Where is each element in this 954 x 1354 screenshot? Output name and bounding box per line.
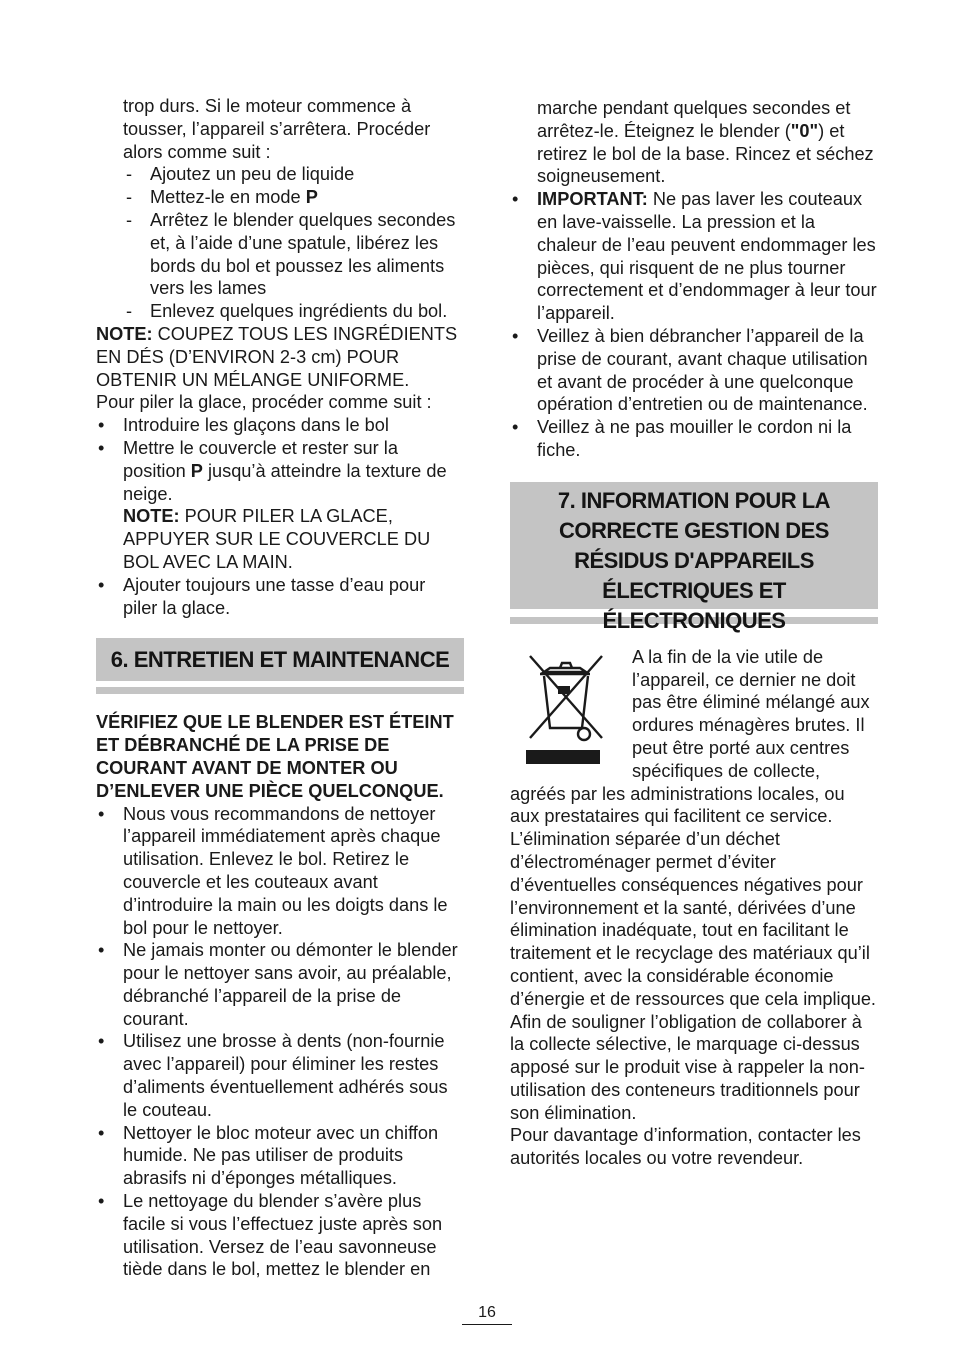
- important-note: • IMPORTANT: Ne pas laver les couteaux en lave-vaisselle. La pression et la chaleur de l’eau peuvent endommager les pièces, qui risquent de ne plus tourner correctement et d’endommager à leur tour l’appareil.: [510, 188, 878, 325]
- maintenance-item: • Ne jamais monter ou démonter le blender pour le nettoyer sans avoir, au préalable, débranché l’appareil de la prise de courant.: [96, 939, 464, 1030]
- ice-bullet: • Mettre le couvercle et rester sur la position P jusqu’à atteindre la texture de neige.: [96, 437, 464, 505]
- section-7-heading: 7. INFORMATION POUR LA CORRECTE GESTION DES RÉSIDUS D'APPAREILS ÉLECTRIQUES ET ÉLECTRONIQUES: [510, 482, 878, 609]
- left-column: [96, 95, 464, 1281]
- maintenance-item: • Nettoyer le bloc moteur avec un chiffon humide. Ne pas utiliser de produits abrasifs ni d’éponges métalliques.: [96, 1122, 464, 1190]
- weee-block: [510, 646, 878, 1011]
- unplug-warning: • Veillez à bien débrancher l’appareil de la prise de courant, avant chaque utilisation et avant de procéder à une quelconque opération d’entretien ou de maintenance.: [510, 325, 878, 416]
- contact-paragraph: Pour davantage d’information, contacter les autorités locales ou votre revendeur.: [510, 1125, 861, 1169]
- maintenance-item: • Le nettoyage du blender s’avère plus facile si vous l’effectuez juste après son utilisation. Versez de l’eau savonneuse tiède dans le bol, mettez le blender en: [96, 1190, 464, 1281]
- right-column: [510, 97, 878, 1170]
- ice-bullet: • Ajouter toujours une tasse d’eau pour piler la glace.: [96, 574, 464, 620]
- maintenance-item: • Utilisez une brosse à dents (non-fournie avec l’appareil) pour éliminer les restes d’aliments éventuellement adhérés sous le couteau.: [96, 1030, 464, 1121]
- continued-text: marche pendant quelques secondes et arrêtez-le. Éteignez le blender ("0") et retirez le bol de la base. Rincez et séchez soigneusement.: [537, 98, 874, 187]
- step-item: - Arrêtez le blender quelques secondes et, à l’aide d’une spatule, libérez les bords du bol et poussez les aliments vers les lames: [96, 209, 464, 300]
- section-6-rule: [96, 687, 464, 694]
- note-ice: NOTE: POUR PILER LA GLACE, APPUYER SUR LE COUVERCLE DU BOL AVEC LA MAIN.: [123, 506, 431, 572]
- marking-paragraph: Afin de souligner l’obligation de collaborer à la collecte sélective, le marquage ci-dessus apposé sur le produit vise à rappeler la non-utilisation des conteneurs traditionnels pour son élimination.: [510, 1011, 865, 1123]
- step-item: - Ajoutez un peu de liquide: [96, 163, 464, 186]
- ice-bullet: • Introduire les glaçons dans le bol: [96, 414, 464, 437]
- ice-intro: Pour piler la glace, procéder comme suit :: [96, 392, 432, 413]
- step-item: - Enlevez quelques ingrédients du bol.: [96, 300, 464, 323]
- maintenance-item: • Nous vous recommandons de nettoyer l’appareil immédiatement après chaque utilisation. Enlevez le bol. Retirez le couvercle et les couteaux avant d’introduire la main ou les doigts dans le bol pour le nettoyer.: [96, 803, 464, 940]
- section-6-heading: 6. ENTRETIEN ET MAINTENANCE: [96, 638, 464, 681]
- note-uniform: NOTE: COUPEZ TOUS LES INGRÉDIENTS EN DÉS (D’ENVIRON 2-3 cm) POUR OBTENIR UN MÉLANGE UNIFORME.: [96, 323, 458, 390]
- safety-warning: VÉRIFIEZ QUE LE BLENDER EST ÉTEINT ET DÉBRANCHÉ DE LA PRISE DE COURANT AVANT DE MONTER OU D’ENLEVER UNE PIÈCE QUELCONQUE.: [96, 712, 454, 801]
- page-number: 16: [462, 1303, 512, 1325]
- step-item: - Mettez-le en mode P: [96, 186, 464, 209]
- cord-warning: • Veillez à ne pas mouiller le cordon ni la fiche.: [510, 416, 878, 462]
- intro-text: trop durs. Si le moteur commence à tousser, l’appareil s’arrêtera. Procéder alors comme suit :: [123, 96, 431, 162]
- crossed-out-wheeled-bin-icon: [510, 650, 620, 770]
- disposal-paragraph: A la fin de la vie utile de l’appareil, ce dernier ne doit pas être éliminé mélangé aux ordures ménagères brutes. Il peut être porté aux centres spécifiques de collecte, agréés par les administrations locales, ou aux prestataires qui facilitent ce service. L’élimination séparée d’un déchet d’électroménager permet d’éviter d’éventuelles conséquences négatives pour l’environnement et la santé, dérivées d’une élimination inadéquate, tout en facilitant le traitement et le recyclage des matériaux qu’il contient, avec la considérable économie d’énergie et de ressources que cela implique.: [510, 646, 876, 1009]
